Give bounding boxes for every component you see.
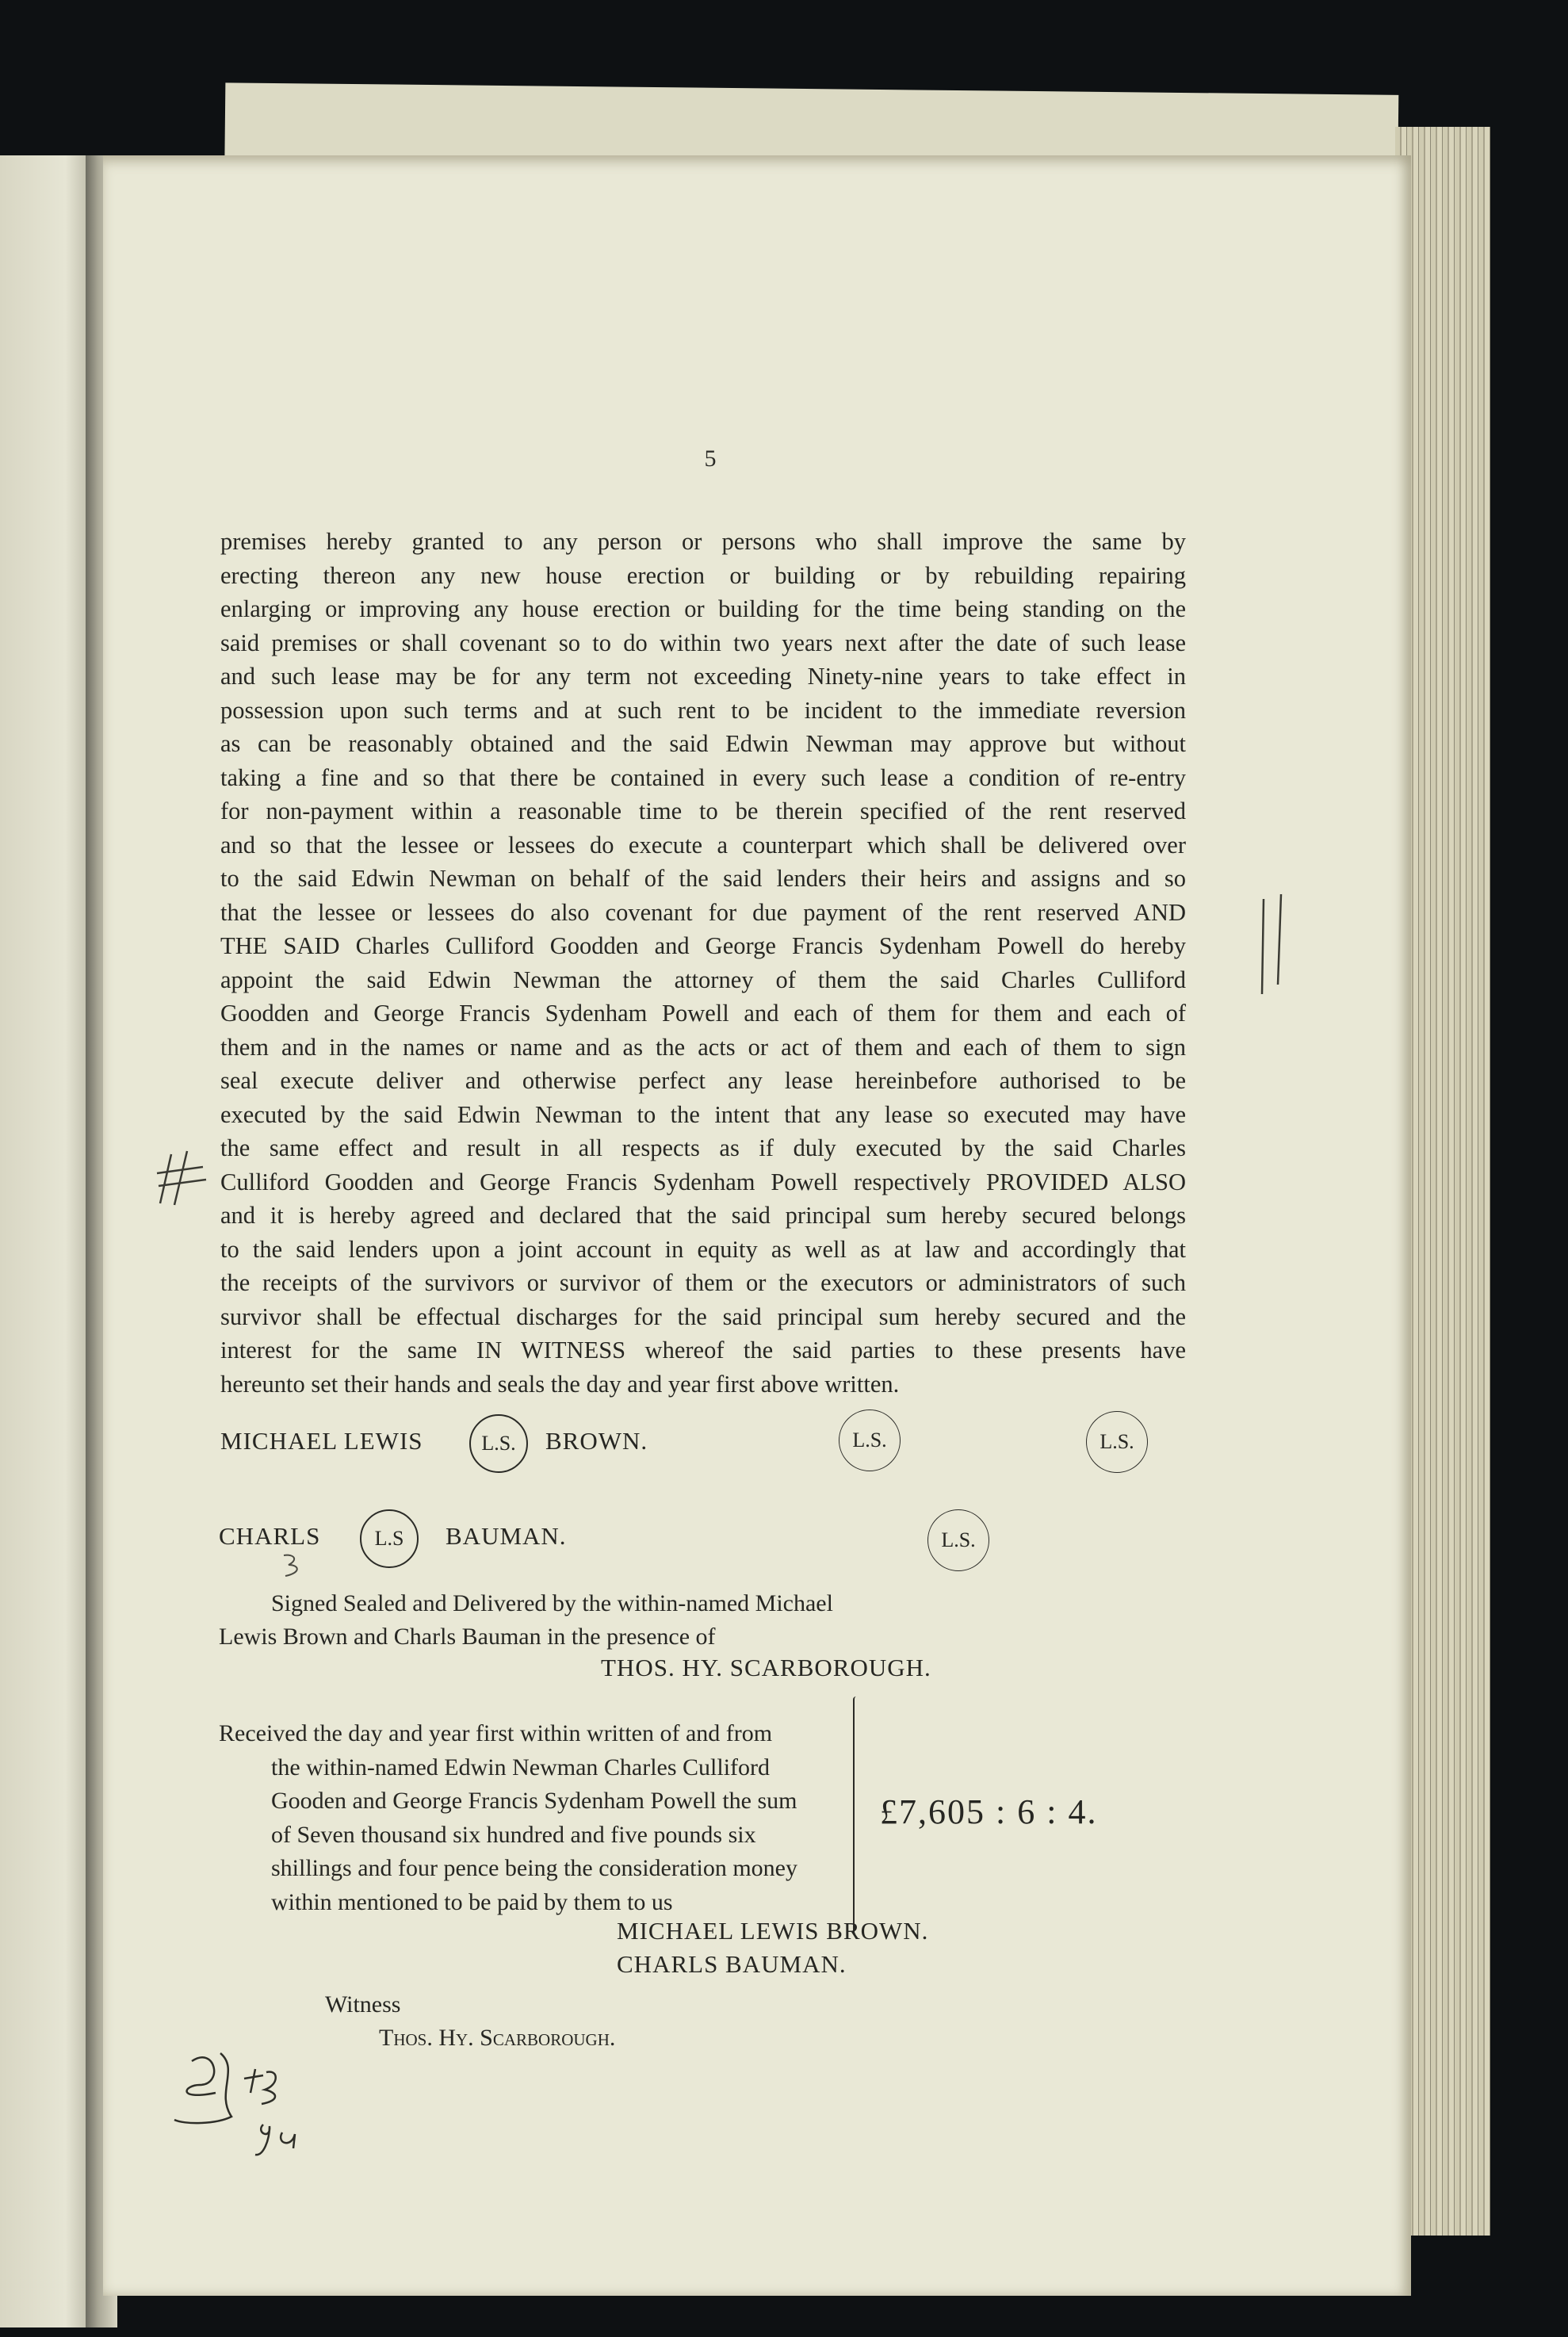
seal-circle: L.S	[360, 1509, 419, 1568]
pencil-note-mark	[277, 1549, 309, 1581]
body-line: premises hereby granted to any person or persons who shall improve the same by	[220, 528, 1186, 555]
seal-circle: L.S.	[927, 1509, 989, 1571]
body-line: said premises or shall covenant so to do within two years next after the date of such lease	[220, 629, 1186, 656]
body-line: executed by the said Edwin Newman to the intent that any lease so executed may have	[220, 1100, 1186, 1128]
witness-label: Witness	[325, 1991, 401, 2018]
attesting-witness-name: THOS. HY. SCARBOROUGH.	[601, 1654, 931, 1681]
receipt-line: of Seven thousand six hundred and five pounds six	[271, 1821, 756, 1848]
receipt-line: shillings and four pence being the consideration money	[271, 1855, 797, 1881]
body-line: survivor shall be effectual discharges for the said principal sum hereby secured and the	[220, 1302, 1186, 1330]
receipt-line: the within-named Edwin Newman Charles Culliford	[271, 1754, 771, 1780]
seal-circle: L.S.	[469, 1414, 528, 1473]
receipt-line: Gooden and George Francis Sydenham Powell the sum	[271, 1788, 797, 1814]
body-line: seal execute deliver and otherwise perfect any lease hereinbefore authorised to be	[220, 1067, 1186, 1094]
body-line: for non-payment within a reasonable time to be therein specified of the rent reserved	[220, 797, 1186, 824]
body-line: the receipts of the survivors or survivor of them or the executors or administrators of such	[220, 1269, 1186, 1296]
body-line: erecting thereon any new house erection or building or by rebuilding repairing	[220, 561, 1186, 589]
body-line: appoint the said Edwin Newman the attorney of them the said Charles Culliford	[220, 966, 1186, 993]
seal-circle: L.S.	[1086, 1411, 1148, 1473]
body-line: interest for the same IN WITNESS whereof the said parties to these presents have	[220, 1337, 1186, 1364]
seal-circle: L.S.	[839, 1409, 901, 1471]
receipt-amount: £7,605 : 6 : 4.	[880, 1792, 1098, 1831]
receipt-text	[219, 1717, 853, 1919]
body-line: and it is hereby agreed and declared that the said principal sum hereby secured belongs	[220, 1202, 1186, 1229]
receipt-signer: MICHAEL LEWIS BROWN.	[617, 1917, 929, 1945]
left-page-strip	[0, 155, 94, 2327]
page-number: 5	[704, 446, 717, 472]
receipt-brace	[853, 1696, 872, 1934]
attestation-line: Lewis Brown and Charls Bauman in the presence of	[219, 1624, 716, 1650]
attestation-line: Signed Sealed and Delivered by the within-named Michael	[271, 1590, 833, 1616]
hash-margin-mark	[155, 1146, 219, 1210]
body-line: them and in the names or name and as the acts or act of them and each of them to sign	[220, 1033, 1186, 1061]
body-line: enlarging or improving any house erection or building for the time being standing on the	[220, 595, 1186, 622]
pencil-margin-mark	[1254, 891, 1294, 1002]
signature-name-first: CHARLS	[219, 1522, 321, 1550]
handwritten-initials	[168, 2037, 327, 2164]
receipt-line: Received the day and year first within written of and from	[219, 1720, 773, 1746]
body-line: possession upon such terms and at such rent to be incident to the immediate reversion	[220, 696, 1186, 724]
signature-name-last: BROWN.	[545, 1427, 648, 1455]
body-line: hereunto set their hands and seals the day and year first above written.	[220, 1370, 900, 1398]
body-line: and such lease may be for any term not exceeding Ninety-nine years to take effect in	[220, 663, 1186, 690]
body-line: as can be reasonably obtained and the said Edwin Newman may approve but without	[220, 730, 1186, 757]
body-line: taking a fine and so that there be contained in every such lease a condition of re-entry	[220, 763, 1186, 791]
receipt-witness-name: Thos. Hy. Scarborough.	[379, 2025, 616, 2051]
body-line: to the said Edwin Newman on behalf of the said lenders their heirs and assigns and so	[220, 865, 1186, 892]
body-line: the same effect and result in all respects as if duly executed by the said Charles	[220, 1134, 1186, 1161]
body-line: Goodden and George Francis Sydenham Powell and each of them for them and each of	[220, 1000, 1186, 1027]
body-line: that the lessee or lessees do also covenant for due payment of the rent reserved AND	[220, 898, 1186, 926]
receipt-signer: CHARLS BAUMAN.	[617, 1950, 847, 1978]
body-line: to the said lenders upon a joint account in equity as well as at law and accordingly that	[220, 1235, 1186, 1263]
body-line: Culliford Goodden and George Francis Sydenham Powell respectively PROVIDED ALSO	[220, 1168, 1186, 1195]
body-line: and so that the lessee or lessees do execute a counterpart which shall be delivered over	[220, 831, 1186, 859]
deed-body-text	[220, 525, 1186, 1401]
signature-name-last: BAUMAN.	[446, 1522, 567, 1550]
signature-name-first: MICHAEL LEWIS	[220, 1427, 423, 1455]
receipt-line: within mentioned to be paid by them to us	[271, 1888, 673, 1915]
body-line: THE SAID Charles Culliford Goodden and George Francis Sydenham Powell do hereby	[220, 932, 1186, 959]
